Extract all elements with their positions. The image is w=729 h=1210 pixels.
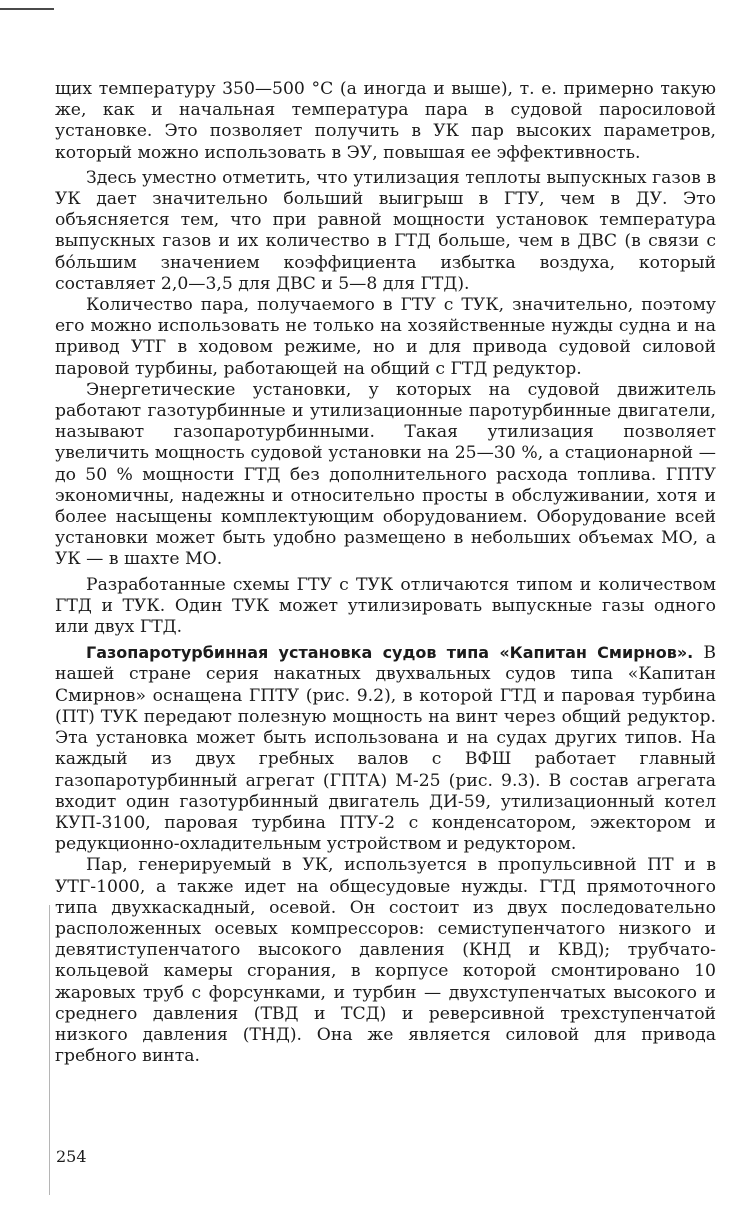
margin-rule — [49, 905, 50, 1195]
paragraph-4-text: Энергетические установки, у которых на судовой движитель работают газотурбинные и утилизационные паротурбинные двигатели, называют газопаротурбинными. Такая утилизация позволяет увеличить мощность судовой установки на 25—30 %, а стационарной — до 50 % мощности ГТД без дополнительного расхода топлива. ГПТУ экономичны, надежны и относительно просты в обслуживании, хотя и более насыщены комплектующим оборудованием. Оборудование всей установки может быть удобно размещено в небольших объемах МО, а УК — в шахте МО. — [55, 379, 716, 570]
paragraph-3-text: Количество пара, получаемого в ГТУ с ТУК, значительно, поэтому его можно использовать не только на хозяйственные нужды судна и на привод УТГ в ходовом режиме, но и для привода судовой силовой паровой турбины, работающей на общий с ГТД редуктор. — [55, 295, 716, 379]
paragraph-5 — [55, 575, 716, 639]
paragraph-6-text: В нашей стране серия накатных двухвальных судов типа «Капитан Смирнов» оснащена ГПТУ (рис. 9.2), в которой ГТД и паровая турбина (ПТ) ТУК передают полезную мощность на винт через общий редуктор. Эта установка может быть использована и на судах других типов. На каждый из двух гребных валов с ВФШ работает главный газопаротурбинный агрегат (ГПТА) М-25 (рис. 9.3). В состав агрегата входит один газотурбинный двигатель ДИ-59, утилизационный котел КУП-3100, паровая турбина ПТУ-2 с конденсатором, эжектором и редукционно-охладительным устройством и редуктором. — [55, 643, 716, 855]
paragraph-1-text: щих температуру 350—500 °C (а иногда и выше), т. е. примерно такую же, как и начальная температура пара в судовой паросиловой установке. Это позволяет получить в УК пар высоких параметров, который можно использовать в ЭУ, повышая ее эффективность. — [55, 79, 716, 163]
paragraph-1 — [55, 79, 716, 164]
paragraph-2-text: Здесь уместно отметить, что утилизация теплоты выпускных газов в УК дает значительно больший выигрыш в ГТУ, чем в ДУ. Это объясняется тем, что при равной мощности установок температура выпускных газов и их количество в ГТД больше, чем в ДВС (в связи с бо́льшим значением коэффициента избытка воздуха, который составляет 2,0—3,5 для ДВС и 5—8 для ГТД). — [55, 167, 716, 294]
paragraph-5-text: Разработанные схемы ГТУ с ТУК отличаются типом и количеством ГТД и ТУК. Один ТУК может утилизировать выпускные газы одного или двух ГТД. — [55, 574, 716, 638]
header-rule — [0, 8, 54, 10]
page-number: 254 — [56, 1147, 87, 1166]
paragraph-3 — [55, 295, 716, 380]
paragraph-6 — [55, 642, 716, 855]
paragraph-7-text: Пар, генерируемый в УК, используется в пропульсивной ПТ и в УТГ-1000, а также идет на общесудовые нужды. ГТД прямоточного типа двухкаскадный, осевой. Он состоит из двух последовательно расположенных осевых компрессоров: семиступенчатого низкого и девятиступенчатого высокого давления (КНД и КВД); трубчато-кольцевой камеры сгорания, в корпусе которой смонтировано 10 жаровых труб с форсунками, и турбин — двухступенчатых высокого и среднего давления (ТВД и ТСД) и реверсивной трехступенчатой низкого давления (ТНД). Она же является силовой для привода гребного винта. — [55, 855, 716, 1067]
page-body — [55, 79, 716, 1067]
section-heading: Газопаротурбинная установка судов типа «Капитан Смирнов». — [86, 643, 694, 663]
paragraph-7 — [55, 855, 716, 1067]
paragraph-4 — [55, 380, 716, 571]
paragraph-2 — [55, 168, 716, 295]
